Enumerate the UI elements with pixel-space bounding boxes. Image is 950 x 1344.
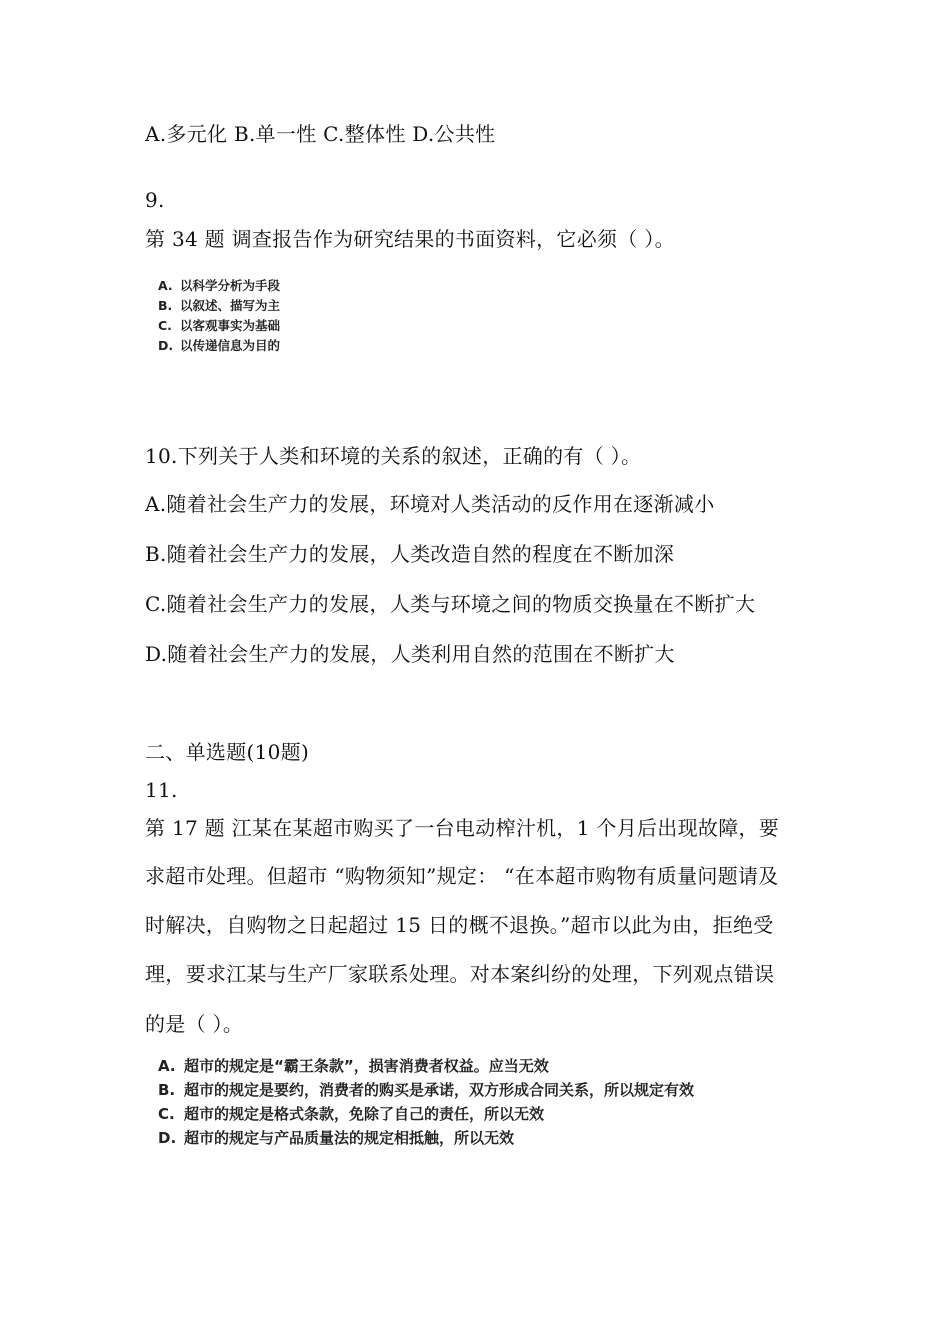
q9-option-b bbox=[158, 296, 280, 316]
option-text: 超市的规定是要约，消费者的购买是承诺，双方形成合同关系，所以规定有效 bbox=[184, 1081, 695, 1099]
option-key: A. bbox=[158, 1057, 176, 1075]
q10-option-b: B.随着社会生产力的发展，人类改造自然的程度在不断加深 bbox=[145, 542, 675, 566]
option-key: C. bbox=[158, 1105, 175, 1123]
q9-stem: 第 34 题 调查报告作为研究结果的书面资料，它必须（ ）。 bbox=[145, 227, 675, 251]
option-text: 以客观事实为基础 bbox=[180, 318, 281, 333]
q9-number: 9. bbox=[145, 188, 165, 212]
option-key: D. bbox=[158, 338, 174, 353]
option-key: A. bbox=[158, 278, 173, 293]
q10-option-c: C.随着社会生产力的发展，人类与环境之间的物质交换量在不断扩大 bbox=[145, 592, 756, 616]
q9-option-c bbox=[158, 316, 280, 336]
q11-stem-line: 求超市处理。但超市 “购物须知”规定： “在本超市购物有质量问题请及 bbox=[145, 864, 779, 888]
option-key: B. bbox=[158, 298, 173, 313]
q11-number: 11. bbox=[145, 778, 178, 802]
q9-option-a bbox=[158, 276, 280, 296]
q11-stem-line: 第 17 题 江某在某超市购买了一台电动榨汁机，1 个月后出现故障，要 bbox=[145, 816, 780, 840]
option-text: 超市的规定与产品质量法的规定相抵触，所以无效 bbox=[184, 1129, 515, 1147]
q11-option-d bbox=[158, 1126, 514, 1150]
q11-stem-line: 理，要求江某与生产厂家联系处理。对本案纠纷的处理，下列观点错误 bbox=[145, 962, 775, 986]
q11-option-b bbox=[158, 1078, 694, 1102]
q9-option-d bbox=[158, 336, 280, 356]
q11-option-c bbox=[158, 1102, 544, 1126]
q11-stem-line: 的是（ ）。 bbox=[145, 1012, 244, 1036]
option-key: C. bbox=[158, 318, 172, 333]
section-heading: 二、单选题(10题) bbox=[145, 740, 310, 764]
option-text: 以传递信息为目的 bbox=[180, 338, 281, 353]
option-text: 以叙述、描写为主 bbox=[180, 298, 281, 313]
option-key: B. bbox=[158, 1081, 176, 1099]
option-key: D. bbox=[158, 1129, 177, 1147]
option-text: 超市的规定是“霸王条款”，损害消费者权益。应当无效 bbox=[184, 1057, 549, 1075]
q8-options: A.多元化 B.单一性 C.整体性 D.公共性 bbox=[145, 122, 496, 146]
option-text: 以科学分析为手段 bbox=[180, 278, 281, 293]
option-text: 超市的规定是格式条款，免除了自己的责任，所以无效 bbox=[184, 1105, 545, 1123]
q11-option-a bbox=[158, 1054, 549, 1078]
q10-option-d: D.随着社会生产力的发展，人类利用自然的范围在不断扩大 bbox=[145, 642, 675, 666]
q10-stem: 10.下列关于人类和环境的关系的叙述，正确的有（ ）。 bbox=[145, 444, 642, 468]
q11-stem-line: 时解决，自购物之日起超过 15 日的概不退换。”超市以此为由，拒绝受 bbox=[145, 913, 774, 937]
q10-option-a: A.随着社会生产力的发展，环境对人类活动的反作用在逐渐减小 bbox=[145, 492, 715, 516]
